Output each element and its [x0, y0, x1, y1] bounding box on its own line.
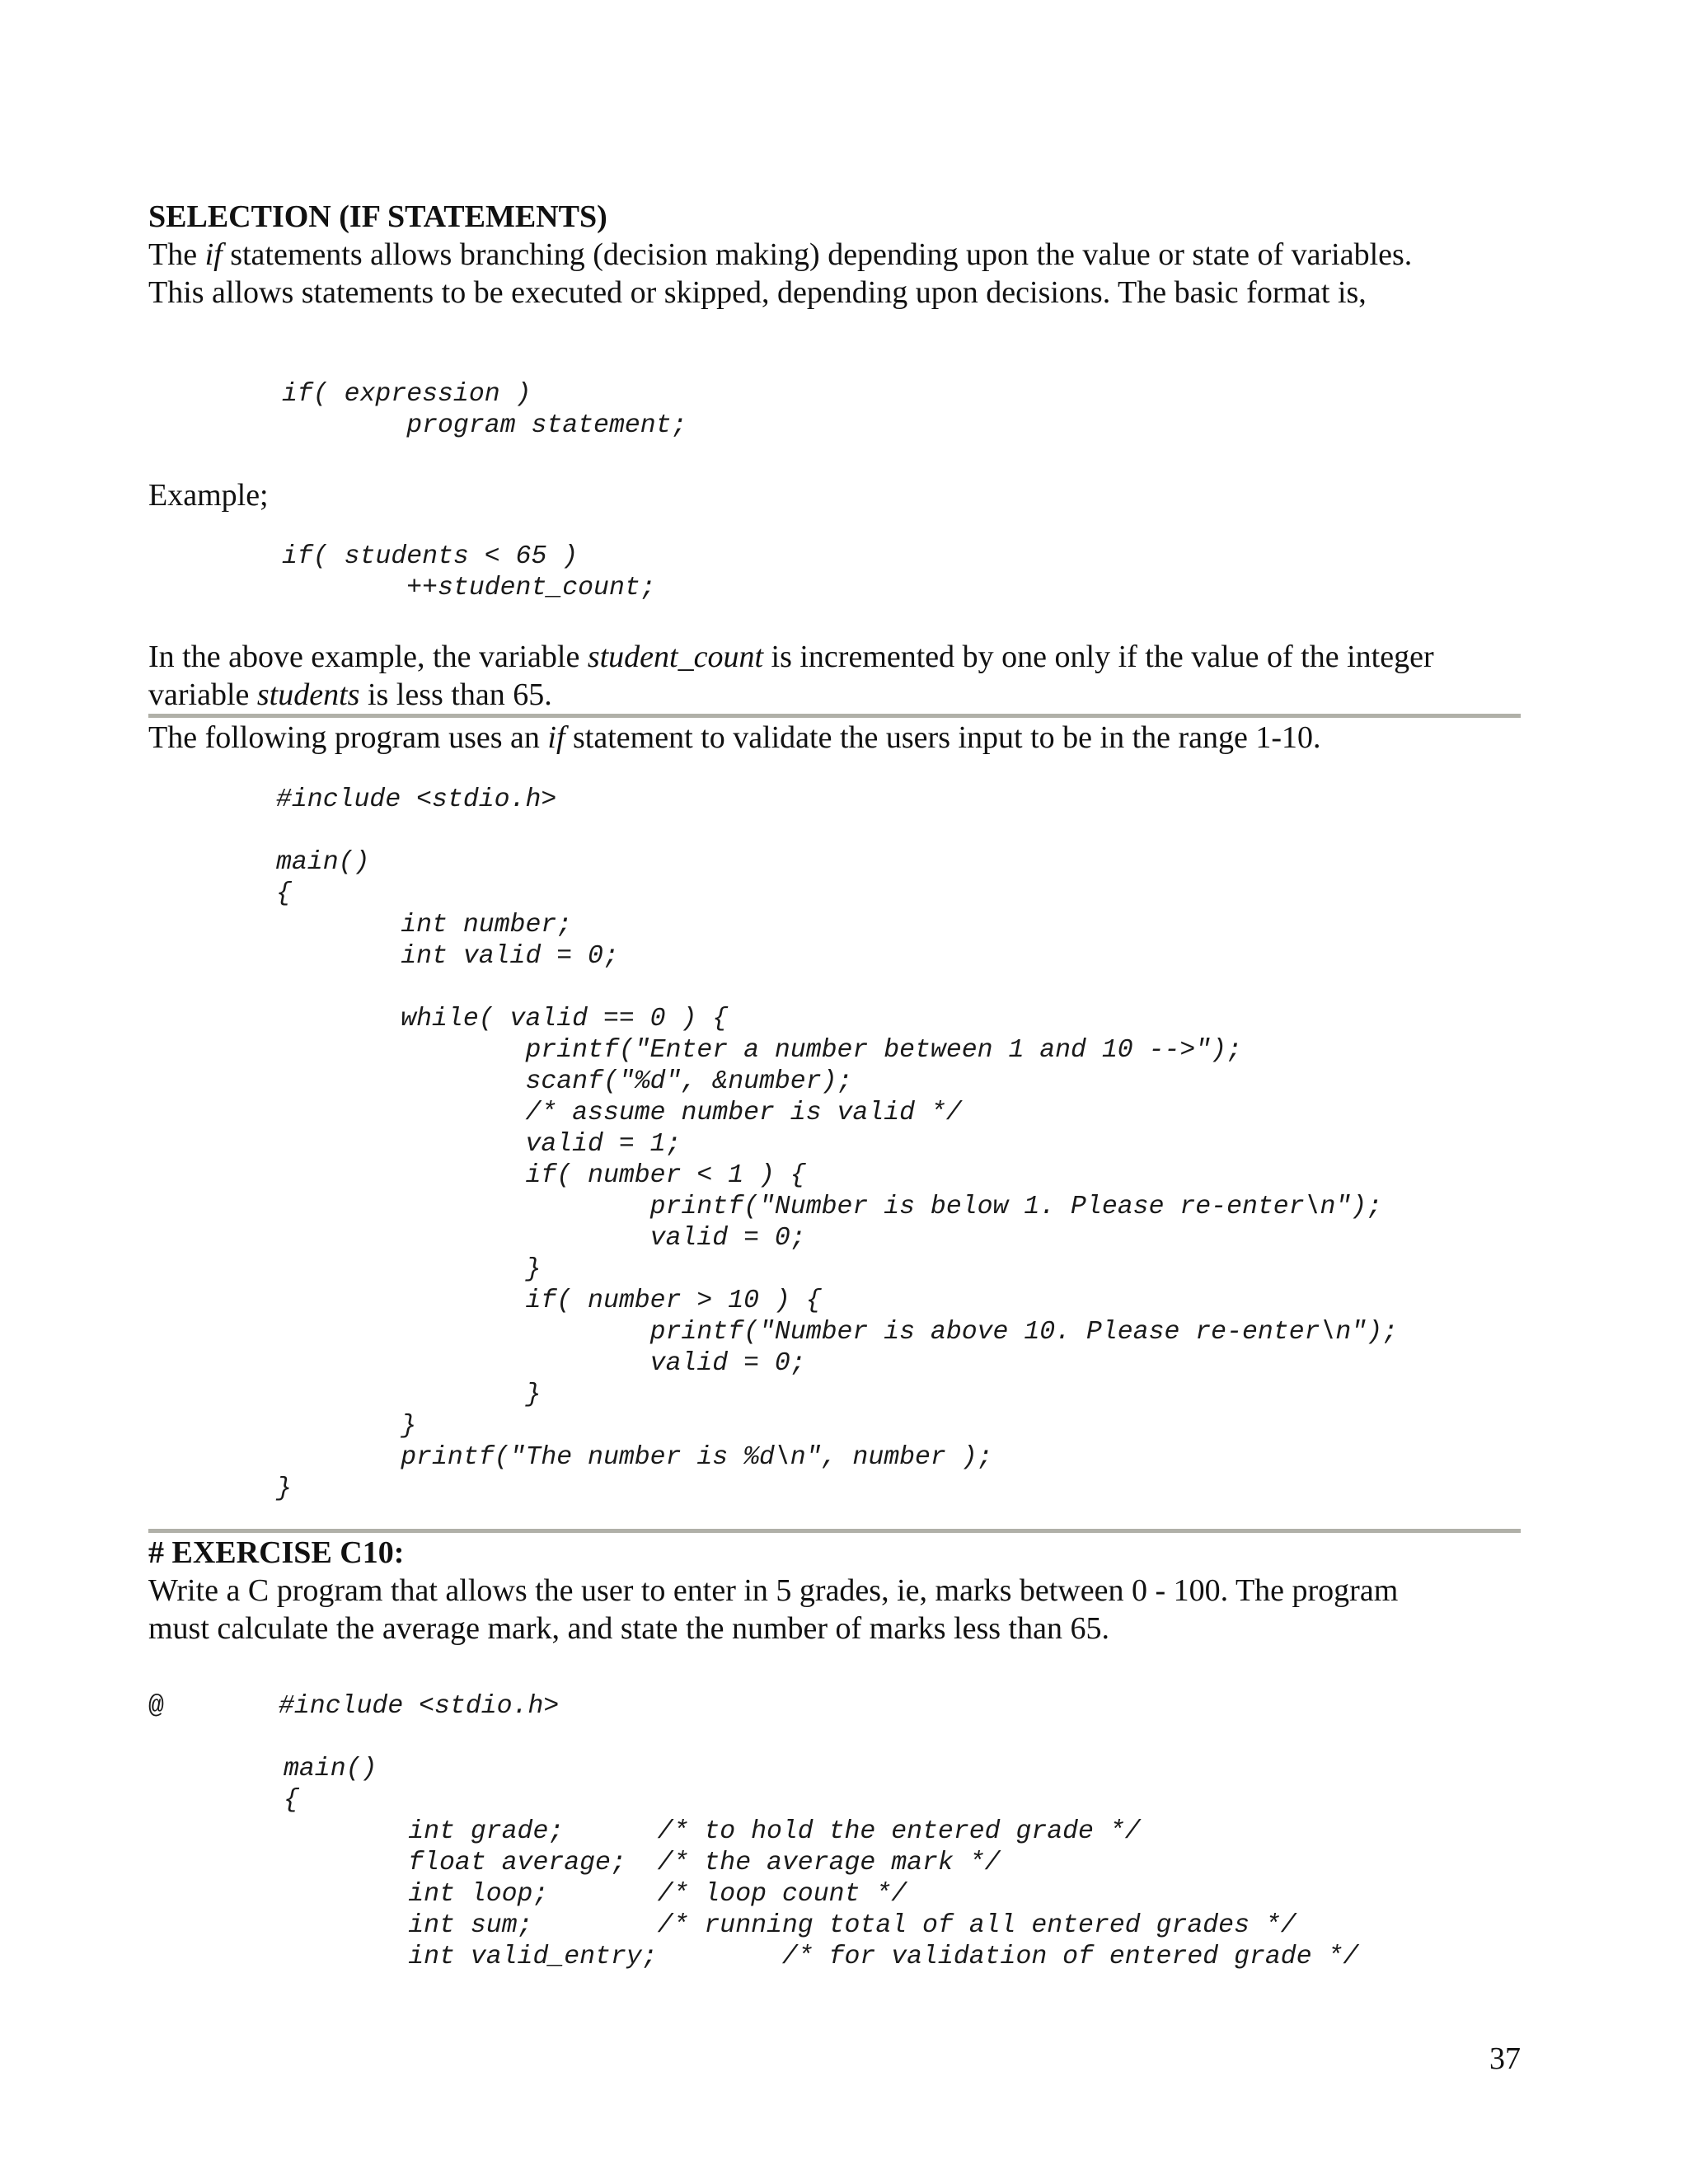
example-label: Example;	[148, 478, 269, 513]
code-line: printf("Number is above 10. Please re-enter\n");	[276, 1318, 1399, 1347]
code-line: int grade; /* to hold the entered grade */	[284, 1817, 1141, 1846]
code-line: if( number > 10 ) {	[276, 1286, 822, 1315]
code-line: float average; /* the average mark */	[284, 1849, 1001, 1877]
code-line: int number;	[276, 911, 573, 940]
code-line: if( number < 1 ) {	[276, 1161, 806, 1190]
explanation-line-1-em: student_count	[587, 640, 764, 674]
code-line: ++student_count;	[282, 574, 656, 602]
explanation-line-2-post: is less than 65.	[359, 677, 552, 712]
answer-marker: @	[148, 1692, 164, 1721]
explanation-line-1	[148, 638, 1434, 676]
exercise-line-2: must calculate the average mark, and state the number of marks less than 65.	[148, 1611, 1109, 1646]
code-line: {	[284, 1786, 299, 1815]
code-line: main()	[284, 1755, 377, 1783]
code-line: valid = 1;	[276, 1130, 682, 1159]
intro-line-1	[148, 236, 1412, 274]
explanation-line-1-pre: In the above example, the variable	[148, 640, 588, 674]
explanation-line-2-pre: variable	[148, 677, 257, 712]
code-line: if( students < 65 )	[282, 542, 579, 571]
page-number: 37	[1489, 2041, 1521, 2076]
code-line: /* assume number is valid */	[276, 1099, 962, 1127]
intro-line-1-post: statements allows branching (decision making) depending upon the value or state of variables.	[222, 237, 1413, 272]
program-intro	[148, 719, 1321, 757]
code-line: }	[276, 1412, 417, 1441]
program-intro-pre: The following program uses an	[148, 720, 548, 755]
intro-line-2: This allows statements to be executed or skipped, depending upon decisions. The basic format is,	[148, 275, 1367, 310]
intro-line-1-pre: The	[148, 237, 205, 272]
explanation-line-1-post: is incremented by one only if the value of the integer	[763, 640, 1434, 674]
code-line: #include <stdio.h>	[279, 1692, 560, 1721]
code-line: int valid_entry; /* for validation of entered grade */	[284, 1943, 1359, 1971]
intro-line-1-em: if	[204, 237, 223, 272]
explanation-line-2	[148, 676, 552, 714]
code-line: valid = 0;	[276, 1224, 806, 1253]
code-line: {	[276, 879, 292, 908]
code-line: main()	[276, 848, 370, 877]
code-line: printf("Number is below 1. Please re-enter\n");	[276, 1193, 1383, 1221]
code-line: program statement;	[282, 411, 687, 440]
code-line: valid = 0;	[276, 1349, 806, 1378]
code-line: int loop; /* loop count */	[284, 1880, 907, 1909]
divider	[148, 714, 1521, 718]
explanation-line-2-em: students	[256, 677, 360, 712]
exercise-line-1: Write a C program that allows the user to enter in 5 grades, ie, marks between 0 - 100. The program	[148, 1573, 1399, 1608]
code-line: }	[276, 1255, 542, 1284]
code-line: }	[276, 1380, 542, 1409]
code-line: int valid = 0;	[276, 942, 619, 971]
exercise-heading: # EXERCISE C10:	[148, 1535, 405, 1570]
code-line: }	[276, 1474, 292, 1503]
code-line: printf("The number is %d\n", number );	[276, 1443, 993, 1472]
code-line: scanf("%d", &number);	[276, 1067, 853, 1096]
code-line: while( valid == 0 ) {	[276, 1005, 729, 1033]
code-line: printf("Enter a number between 1 and 10 -->");	[276, 1036, 1242, 1065]
program-intro-post: statement to validate the users input to be in the range 1-10.	[565, 720, 1321, 755]
code-line: #include <stdio.h>	[276, 785, 557, 814]
code-line: int sum; /* running total of all entered grades */	[284, 1911, 1296, 1940]
code-line: if( expression )	[282, 380, 532, 409]
section-heading: SELECTION (IF STATEMENTS)	[148, 199, 607, 234]
divider	[148, 1529, 1521, 1533]
program-intro-em: if	[547, 720, 565, 755]
